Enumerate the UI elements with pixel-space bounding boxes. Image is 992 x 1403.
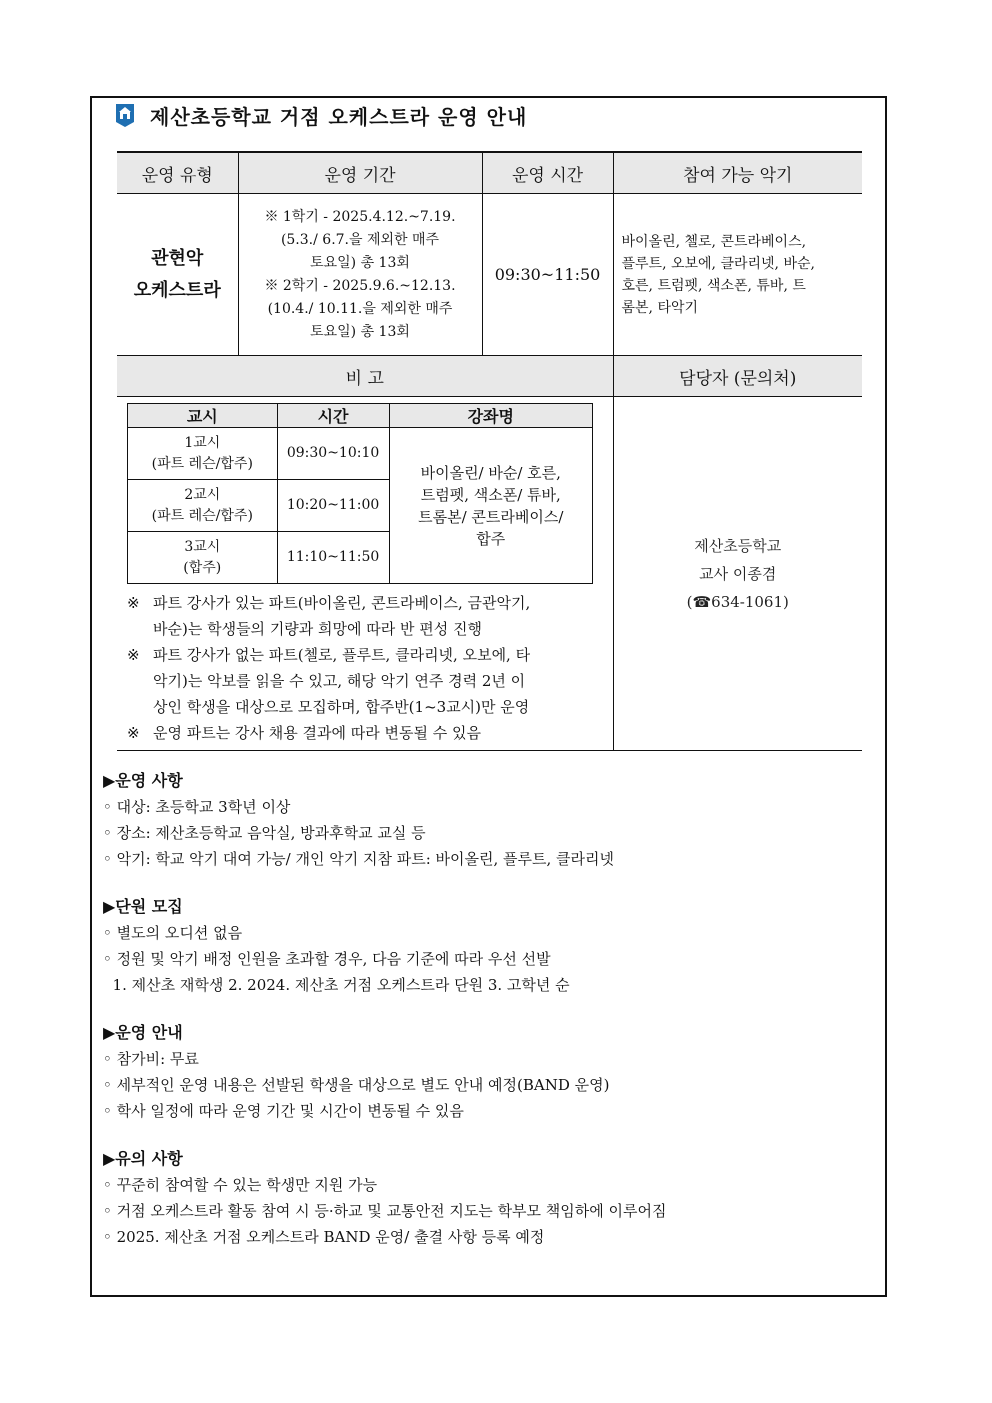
note-item: ※ 파트 강사가 있는 파트(바이올린, 콘트라베이스, 금관악기, 바순)는 학생들의 기량과 희망에 따라 반 편성 진행 — [127, 594, 531, 638]
section-recruitment — [103, 894, 863, 998]
info-table — [117, 151, 862, 751]
section-item: ◦ 2025. 제산초 거점 오케스트라 BAND 운영/ 출결 사항 등록 예정 — [103, 1228, 545, 1246]
notes-header-row — [117, 356, 862, 397]
section-item: ◦ 악기: 학교 악기 대여 가능/ 개인 악기 지참 파트: 바이올린, 플루트, 클라리넷 — [103, 850, 614, 868]
schedule-row: 1교시 (파트 레슨/합주) 09:30~10:10 바이올린/ 바순/ 호른, 트럼펫, 색소폰/ 튜바, 트롬본/ 콘트라베이스/ 합주 — [128, 428, 593, 480]
note-item: ※ 파트 강사가 없는 파트(첼로, 플루트, 클라리넷, 오보에, 타 악기)는 악보를 읽을 수 있고, 해당 악기 연주 경력 2년 이 상인 학생을 대상으로 모집하며, 합주반(1~3교시)만 운영 — [127, 646, 531, 716]
section-item: ◦ 꾸준히 참여할 수 있는 학생만 지원 가능 — [103, 1176, 378, 1194]
contact-header: 담당자 (문의처) — [613, 356, 862, 397]
section-item: ◦ 장소: 제산초등학교 음악실, 방과후학교 교실 등 — [103, 824, 426, 842]
section-operation — [103, 768, 863, 872]
section-caution — [103, 1146, 863, 1250]
header-instruments: 참여 가능 악기 — [613, 152, 862, 194]
section-item: ◦ 학사 일정에 따라 운영 기간 및 시간이 변동될 수 있음 — [103, 1102, 464, 1120]
contact-cell: 제산초등학교 교사 이종겸 (☎634-1061) — [613, 397, 862, 751]
info-table-header — [117, 152, 862, 194]
section-item: ◦ 세부적인 운영 내용은 선발된 학생을 대상으로 별도 안내 예정(BAND 운영) — [103, 1076, 610, 1094]
time-cell: 09:30~11:50 — [482, 194, 613, 356]
school-logo-icon — [112, 102, 138, 128]
instruments-cell: 바이올린, 첼로, 콘트라베이스, 플루트, 오보에, 클라리넷, 바순, 호른, 트럼펫, 색소폰, 튜바, 트 롬본, 타악기 — [613, 194, 862, 356]
schedule-header: 교시 시간 강좌명 — [128, 404, 593, 428]
section-item: ◦ 정원 및 악기 배정 인원을 초과할 경우, 다음 기준에 따라 우선 선발 — [103, 950, 551, 968]
section-guide — [103, 1020, 863, 1124]
title-row — [112, 100, 527, 130]
schedule-table — [127, 403, 593, 584]
info-sections — [103, 768, 863, 1250]
section-heading: ▶운영 안내 — [103, 1023, 183, 1042]
schedule-row: 3교시 (합주) 11:10~11:50 — [128, 532, 593, 584]
section-heading: ▶단원 모집 — [103, 897, 183, 916]
header-type: 운영 유형 — [117, 152, 238, 194]
section-item: ◦ 참가비: 무료 — [103, 1050, 199, 1068]
period-cell: ※ 1학기 - 2025.4.12.~7.19. (5.3./ 6.7.을 제외한 매주 토요일) 총 13회 ※ 2학기 - 2025.9.6.~12.13. (10.4./ 10.11.을 제외한 매주 토요일) 총 13회 — [238, 194, 482, 356]
info-table-row — [117, 194, 862, 356]
note-item: ※ 운영 파트는 강사 채용 결과에 따라 변동될 수 있음 — [127, 724, 481, 742]
section-heading: ▶유의 사항 — [103, 1149, 183, 1168]
schedule-row: 2교시 (파트 레슨/합주) 10:20~11:00 — [128, 480, 593, 532]
section-item: ◦ 별도의 오디션 없음 — [103, 924, 243, 942]
header-time: 운영 시간 — [482, 152, 613, 194]
type-cell: 관현악 오케스트라 — [117, 194, 238, 356]
section-item: 1. 제산초 재학생 2. 2024. 제산초 거점 오케스트라 단원 3. 고학년 순 — [103, 976, 570, 994]
notes-row — [117, 397, 862, 751]
course-cell: 바이올린/ 바순/ 호른, 트럼펫, 색소폰/ 튜바, 트롬본/ 콘트라베이스/ 합주 — [389, 428, 592, 584]
notes-header: 비 고 — [117, 356, 613, 397]
notes-list — [117, 584, 613, 750]
section-item: ◦ 대상: 초등학교 3학년 이상 — [103, 798, 291, 816]
header-period: 운영 기간 — [238, 152, 482, 194]
section-item: ◦ 거점 오케스트라 활동 참여 시 등·하교 및 교통안전 지도는 학부모 책임하에 이루어짐 — [103, 1202, 667, 1220]
page-title: 제산초등학교 거점 오케스트라 운영 안내 — [150, 104, 528, 129]
section-heading: ▶운영 사항 — [103, 771, 183, 790]
notes-cell — [117, 397, 613, 751]
